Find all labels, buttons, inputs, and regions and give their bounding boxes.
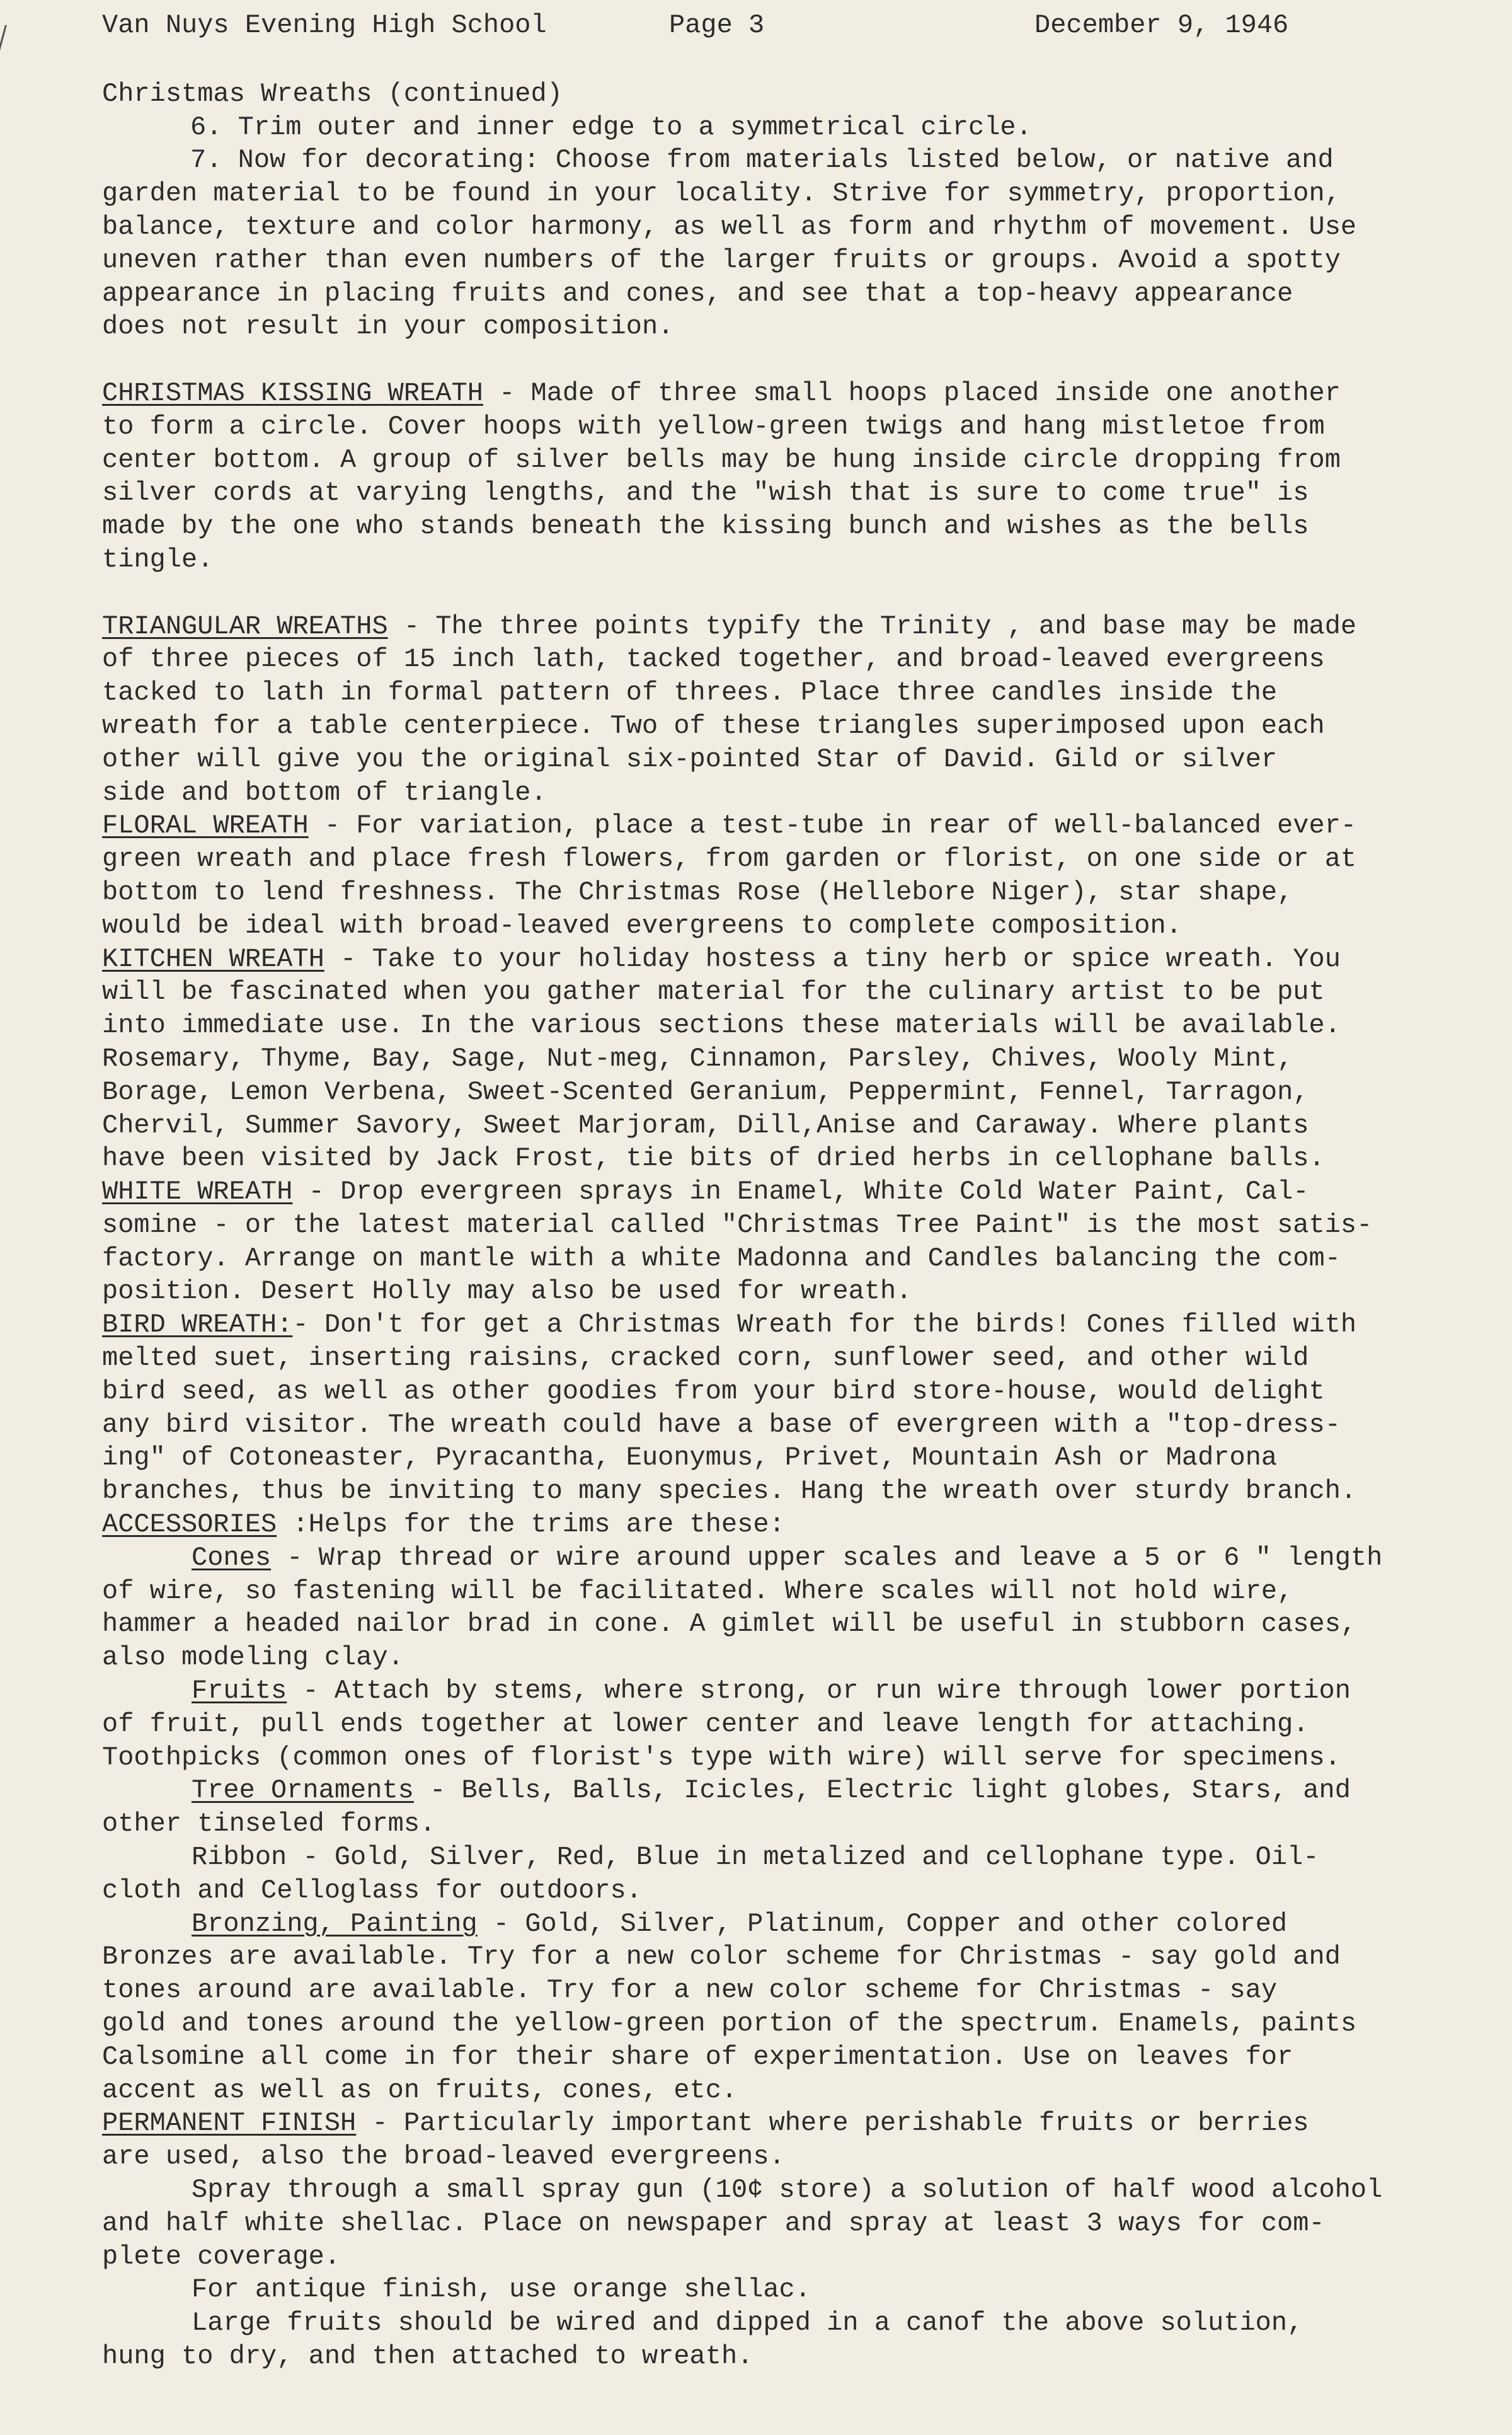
bird-wreath-heading: BIRD WREATH: xyxy=(102,1310,293,1340)
section-title: Christmas Wreaths (continued) xyxy=(102,78,563,109)
paragraph-line: will be fascinated when you gather material for the culinary artist to be put xyxy=(102,977,1325,1008)
intro-section xyxy=(102,78,1443,343)
paragraph-line: Large fruits should be wired and dipped in a canof the above solution, xyxy=(192,2308,1303,2339)
paragraph-text: :Helps for the trims are these: xyxy=(277,1509,785,1540)
page-header xyxy=(102,9,1443,44)
permanent-finish-heading: PERMANENT FINISH xyxy=(102,2108,357,2139)
kitchen-wreath-section xyxy=(102,943,1443,1176)
paragraph-line: Chervil, Summer Savory, Sweet Marjoram, Dill,Anise and Caraway. Where plants xyxy=(102,1110,1309,1141)
paragraph-line: cloth and Celloglass for outdoors. xyxy=(102,1875,642,1906)
floral-wreath-heading: FLORAL WREATH xyxy=(102,810,309,841)
paragraph-line: Bronzes are available. Try for a new color scheme for Christmas - say gold and xyxy=(102,1942,1341,1972)
paragraph-line: bird seed, as well as other goodies from your bird store-house, would delight xyxy=(102,1376,1325,1407)
paragraph-line: somine - or the latest material called "Christmas Tree Paint" is the most satis- xyxy=(102,1209,1373,1240)
step-7-line: uneven rather than even numbers of the larger fruits or groups. Avoid a spotty xyxy=(102,245,1341,275)
paragraph-text: - Particularly important where perishable fruits or berries xyxy=(356,2108,1309,2139)
paragraph-line: center bottom. A group of silver bells may be hung inside circle dropping from xyxy=(102,444,1341,475)
kissing-wreath-heading: CHRISTMAS KISSING WREATH xyxy=(102,377,483,408)
paragraph-line: hammer a headed nailor brad in cone. A gimlet will be useful in stubborn cases, xyxy=(102,1609,1357,1640)
paragraph-line: other will give you the original six-pointed Star of David. Gild or silver xyxy=(102,744,1278,774)
white-wreath-section xyxy=(102,1175,1443,1308)
paragraph-line: silver cords at varying lengths, and the "wish that is sure to come true" is xyxy=(102,478,1309,509)
paragraph-line: made by the one who stands beneath the kissing bunch and wishes as the bells xyxy=(102,511,1309,542)
paragraph-line: have been visited by Jack Frost, tie bits of dried herbs in cellophane balls. xyxy=(102,1143,1325,1174)
paragraph-line: plete coverage. xyxy=(102,2241,341,2272)
paragraph-line: tacked to lath in formal pattern of threes. Place three candles inside the xyxy=(102,677,1278,708)
page-corner-mark xyxy=(0,25,13,63)
triangular-wreaths-heading: TRIANGULAR WREATHS xyxy=(102,611,388,642)
paragraph-line: side and bottom of triangle. xyxy=(102,777,547,808)
paragraph-line: into immediate use. In the various sections these materials will be available. xyxy=(102,1010,1341,1041)
paragraph-text: - Drop evergreen sprays in Enamel, White Cold Water Paint, Cal- xyxy=(292,1177,1309,1207)
paragraph-line: also modeling clay. xyxy=(102,1642,404,1673)
step-7-line: garden material to be found in your locality. Strive for symmetry, proportion, xyxy=(102,178,1341,209)
paragraph-line: wreath for a table centerpiece. Two of these triangles superimposed upon each xyxy=(102,710,1325,741)
paragraph-line: of fruit, pull ends together at lower center and leave length for attaching. xyxy=(102,1708,1309,1739)
paragraph-line: factory. Arrange on mantle with a white Madonna and Candles balancing the com- xyxy=(102,1243,1341,1274)
paragraph-line: Toothpicks (common ones of florist's type with wire) will serve for specimens. xyxy=(102,1742,1341,1773)
paragraph-text: - For variation, place a test-tube in rear of well-balanced ever- xyxy=(308,810,1357,841)
paragraph-line: Borage, Lemon Verbena, Sweet-Scented Geranium, Peppermint, Fennel, Tarragon, xyxy=(102,1076,1309,1107)
paragraph-text: - Bells, Balls, Icicles, Electric light globes, Stars, and xyxy=(413,1775,1351,1806)
triangular-wreaths-section xyxy=(102,610,1443,810)
paragraph-text: - Gold, Silver, Platinum, Copper and other colored xyxy=(477,1908,1288,1939)
paragraph-text: - Attach by stems, where strong, or run wire through lower portion xyxy=(287,1676,1351,1707)
kissing-wreath-section xyxy=(102,377,1443,577)
bronzing-painting-heading: Bronzing, Painting xyxy=(192,1908,478,1939)
ribbon-line: Ribbon - Gold, Silver, Red, Blue in metalized and cellophane type. Oil- xyxy=(192,1842,1319,1873)
paragraph-text: - Made of three small hoops placed inside one another xyxy=(483,377,1341,408)
paragraph-line: of wire, so fastening will be facilitated. Where scales will not hold wire, xyxy=(102,1575,1293,1606)
step-7-line: 7. Now for decorating: Choose from materials listed below, or native and xyxy=(190,145,1334,176)
school-name: Van Nuys Evening High School xyxy=(102,10,547,40)
document-date: December 9, 1946 xyxy=(1034,10,1289,40)
paragraph-text: - Take to your holiday hostess a tiny herb or spice wreath. You xyxy=(324,943,1341,974)
paragraph-line: green wreath and place fresh flowers, from garden or florist, on one side or at xyxy=(102,844,1357,875)
paragraph-text: - The three points typify the Trinity , and base may be made xyxy=(387,611,1357,642)
paragraph-line: of three pieces of 15 inch lath, tacked together, and broad-leaved evergreens xyxy=(102,644,1325,675)
paragraph-text: - Don't for get a Christmas Wreath for the birds! Cones filled with xyxy=(292,1310,1357,1340)
paragraph-line: accent as well as on fruits, cones, etc. xyxy=(102,2075,738,2105)
step-6: 6. Trim outer and inner edge to a symmetrical circle. xyxy=(190,112,1032,142)
step-7-line: balance, texture and color harmony, as well as form and rhythm of movement. Use xyxy=(102,211,1357,242)
paragraph-line: Calsomine all come in for their share of experimentation. Use on leaves for xyxy=(102,2041,1293,2072)
white-wreath-heading: WHITE WREATH xyxy=(102,1177,293,1207)
cones-heading: Cones xyxy=(192,1542,272,1573)
kitchen-wreath-heading: KITCHEN WREATH xyxy=(102,943,324,974)
paragraph-line: any bird visitor. The wreath could have a base of evergreen with a "top-dress- xyxy=(102,1409,1341,1440)
paragraph-line: other tinseled forms. xyxy=(102,1809,436,1839)
paragraph-line: Spray through a small spray gun (10¢ store) a solution of half wood alcohol xyxy=(192,2175,1383,2205)
fruits-heading: Fruits xyxy=(192,1676,287,1707)
paragraph-line: bottom to lend freshness. The Christmas Rose (Hellebore Niger), star shape, xyxy=(102,877,1293,907)
permanent-finish-section xyxy=(102,2107,1443,2373)
paragraph-line: tones around are available. Try for a new color scheme for Christmas - say xyxy=(102,1975,1278,2006)
accessories-section xyxy=(102,1508,1443,2107)
paragraph-line: tingle. xyxy=(102,544,214,575)
page-number: Page 3 xyxy=(669,10,765,40)
step-7-line: appearance in placing fruits and cones, and see that a top-heavy appearance xyxy=(102,278,1293,309)
paragraph-line: hung to dry, and then attached to wreath. xyxy=(102,2340,753,2371)
paragraph-line: would be ideal with broad-leaved evergreens to complete composition. xyxy=(102,910,1182,941)
paragraph-line: Rosemary, Thyme, Bay, Sage, Nut-meg, Cinnamon, Parsley, Chives, Wooly Mint, xyxy=(102,1043,1293,1074)
paragraph-line: to form a circle. Cover hoops with yellow-green twigs and hang mistletoe from xyxy=(102,411,1325,442)
floral-wreath-section xyxy=(102,809,1443,942)
paragraph-text: - Wrap thread or wire around upper scales and leave a 5 or 6 " length xyxy=(271,1542,1383,1573)
bird-wreath-section xyxy=(102,1308,1443,1508)
step-7-line: does not result in your composition. xyxy=(102,311,674,342)
tree-ornaments-heading: Tree Ornaments xyxy=(192,1775,414,1806)
paragraph-line: and half white shellac. Place on newspaper and spray at least 3 ways for com- xyxy=(102,2208,1325,2238)
paragraph-line: gold and tones around the yellow-green portion of the spectrum. Enamels, paints xyxy=(102,2008,1357,2039)
paragraph-line: melted suet, inserting raisins, cracked corn, sunflower seed, and other wild xyxy=(102,1343,1309,1374)
paragraph-line: are used, also the broad-leaved evergreens. xyxy=(102,2141,785,2172)
accessories-heading: ACCESSORIES xyxy=(102,1509,277,1540)
paragraph-line: position. Desert Holly may also be used for wreath. xyxy=(102,1276,912,1307)
paragraph-line: For antique finish, use orange shellac. xyxy=(192,2274,811,2305)
paragraph-line: branches, thus be inviting to many species. Hang the wreath over sturdy branch. xyxy=(102,1476,1357,1507)
paragraph-line: ing" of Cotoneaster, Pyracantha, Euonymus, Privet, Mountain Ash or Madrona xyxy=(102,1442,1278,1473)
